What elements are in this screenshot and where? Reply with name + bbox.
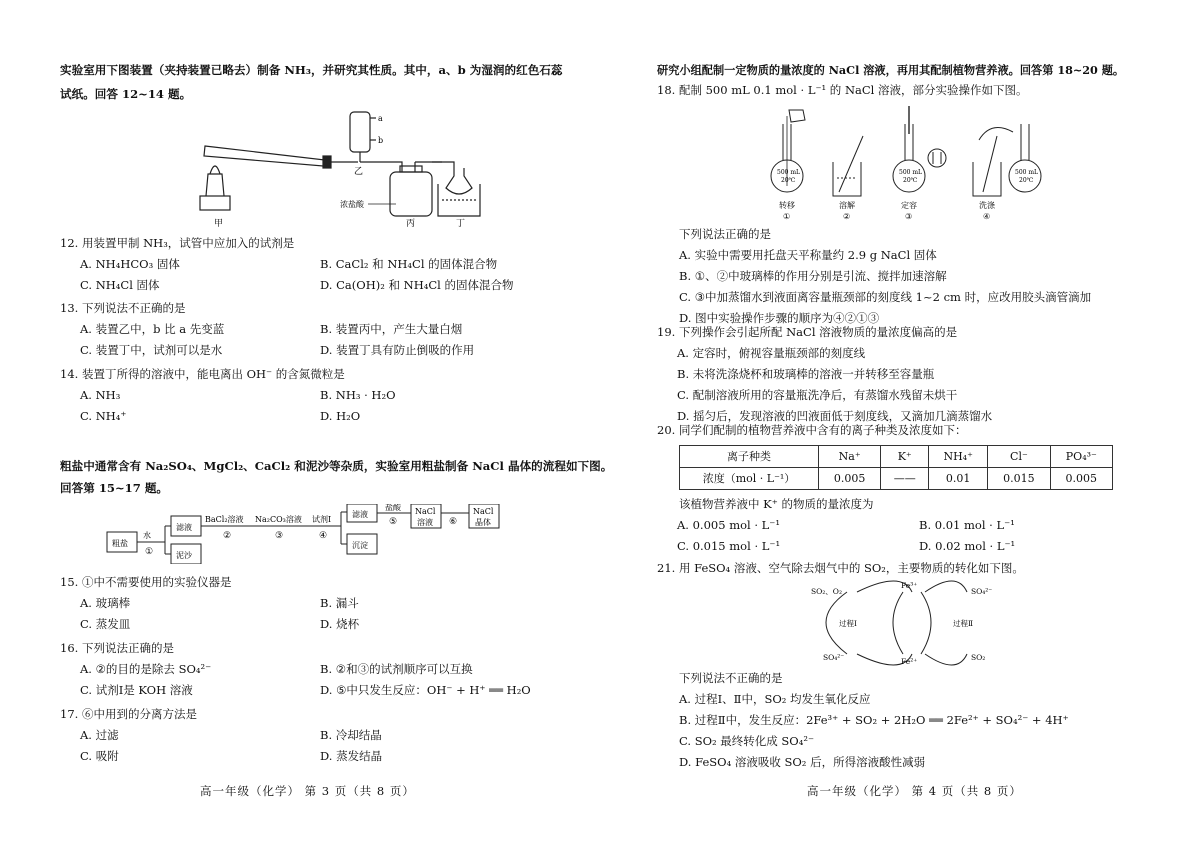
ion-header-cell: 离子种类	[680, 446, 819, 468]
op2-num: ②	[843, 212, 851, 221]
cycle-bm: Fe²⁺	[901, 657, 918, 666]
flow-cuyan: 粗盐	[112, 539, 128, 548]
label-jia: 甲	[214, 219, 224, 229]
q20-option-b[interactable]: B. 0.01 mol · L⁻¹	[919, 518, 1015, 532]
flow-chendian: 沉淀	[352, 541, 368, 550]
q21-option-b[interactable]: B. 过程Ⅱ中，发生反应：2Fe³⁺ + SO₂ + 2H₂O ══ 2Fe²⁺ + SO₄²⁻ + 4H⁺	[679, 713, 1069, 727]
ion-header-cell: NH₄⁺	[929, 446, 988, 468]
right-page	[657, 0, 1157, 843]
ion-table-row	[680, 468, 1113, 490]
q14-stem: 14. 装置丁所得的溶液中，能电离出 OH⁻ 的含氮微粒是	[60, 367, 345, 381]
flow-nisha: 泥沙	[176, 551, 192, 560]
flow-nacl-sol2: 溶液	[417, 518, 433, 527]
flow-step6: ⑥	[449, 517, 458, 527]
q18-option-a[interactable]: A. 实验中需要用托盘天平称量约 2.9 g NaCl 固体	[679, 248, 937, 262]
q17-option-d[interactable]: D. 蒸发结晶	[320, 749, 383, 763]
cycle-process1: 过程Ⅰ	[839, 619, 857, 628]
solution-prep-figure	[767, 106, 1057, 222]
q18-option-b[interactable]: B. ①、②中玻璃棒的作用分别是引流、搅拌加速溶解	[679, 269, 947, 283]
question-21	[657, 558, 1157, 579]
test-tube	[204, 146, 325, 166]
stopper	[323, 156, 331, 168]
flow-yansuan: 盐酸	[385, 504, 401, 512]
flask1-text1: 500 mL	[777, 169, 801, 176]
question-21-options	[679, 668, 1159, 773]
sulfur-cycle-diagram	[807, 580, 1007, 666]
intro-12-14-line1: 实验室用下图装置（夹持装置已略去）制备 NH₃，并研究其性质。其中，a、b 为湿润的红色石蕊	[60, 63, 563, 77]
beaker-4	[973, 162, 1001, 196]
q14-option-a[interactable]: A. NH₃	[80, 388, 121, 402]
flow-water: 水	[143, 531, 151, 540]
q16-stem: 16. 下列说法正确的是	[60, 641, 174, 655]
ion-table-header	[680, 446, 1113, 468]
operations-drawing	[767, 106, 1057, 222]
q18-lead: 下列说法正确的是	[679, 227, 771, 241]
q15-option-b[interactable]: B. 漏斗	[320, 596, 359, 610]
ion-header-cell: PO₄³⁻	[1050, 446, 1112, 468]
flow-bacl2: BaCl₂溶液	[205, 515, 244, 524]
flask-3	[893, 160, 925, 192]
q13-stem: 13. 下列说法不正确的是	[60, 301, 186, 315]
magnifier-view	[928, 149, 946, 167]
yi-tube	[350, 112, 370, 152]
cycle-process2: 过程Ⅱ	[953, 619, 974, 628]
question-19	[657, 322, 1157, 427]
q15-option-d[interactable]: D. 烧杯	[320, 617, 360, 631]
cycle-tl: SO₂、O₂	[811, 587, 842, 596]
cycle-bl: SO₄²⁻	[823, 653, 845, 662]
q16-option-b[interactable]: B. ②和③的试剂顺序可以互换	[320, 662, 473, 676]
flow-reagent: 试剂Ⅰ	[312, 515, 332, 524]
q14-option-b[interactable]: B. NH₃ · H₂O	[320, 388, 396, 402]
q21-option-c[interactable]: C. SO₂ 最终转化成 SO₄²⁻	[679, 734, 815, 748]
intro-15-17-line2: 回答第 15~17 题。	[60, 481, 169, 495]
q20-option-a[interactable]: A. 0.005 mol · L⁻¹	[677, 518, 780, 532]
op4-label: 洗涤	[979, 201, 995, 210]
flow-na2co3: Na₂CO₃溶液	[255, 515, 302, 524]
label-bing: 丙	[406, 219, 416, 229]
arc-mid-left	[893, 592, 903, 654]
left-page-footer: 高一年级（化学） 第 3 页（共 8 页）	[200, 784, 415, 798]
alcohol-lamp	[206, 174, 224, 196]
flask3-text1: 500 mL	[899, 169, 923, 176]
question-14	[60, 364, 560, 427]
question-12	[60, 233, 560, 296]
q21-option-d[interactable]: D. FeSO₄ 溶液吸收 SO₂ 后，所得溶液酸性减弱	[679, 755, 926, 769]
stand-base	[200, 196, 230, 210]
flow-step5: ⑤	[389, 517, 398, 527]
question-20	[657, 420, 1157, 557]
cycle-tr: SO₄²⁻	[971, 587, 993, 596]
q20-stem: 20. 同学们配制的植物营养液中含有的离子种类及浓度如下：	[657, 423, 967, 437]
inverted-funnel	[446, 168, 472, 194]
cycle-br: SO₂	[971, 653, 986, 662]
question-15	[60, 572, 560, 635]
q15-stem: 15. ①中不需要使用的实验仪器是	[60, 575, 232, 589]
op3-label: 定容	[901, 201, 917, 210]
q19-stem: 19. 下列操作会引起所配 NaCl 溶液物质的量浓度偏高的是	[657, 325, 958, 339]
q12-stem: 12. 用装置甲制 NH₃，试管中应加入的试剂是	[60, 236, 295, 250]
question-16	[60, 638, 560, 701]
q17-option-b[interactable]: B. 冷却结晶	[320, 728, 382, 742]
question-18	[679, 224, 1159, 329]
left-page	[60, 0, 613, 843]
q14-option-c[interactable]: C. NH₄⁺	[80, 409, 127, 423]
q20-lead: 该植物营养液中 K⁺ 的物质的量浓度为	[679, 497, 874, 511]
flow-nacl-cry1: NaCl	[473, 507, 494, 516]
flow-step2: ②	[223, 531, 232, 541]
q12-option-d[interactable]: D. Ca(OH)₂ 和 NH₄Cl 的固体混合物	[320, 278, 514, 292]
question-17	[60, 704, 560, 767]
flow-nacl-cry2: 晶体	[475, 518, 491, 527]
q17-option-a[interactable]: A. 过滤	[80, 728, 119, 742]
nh3-apparatus-figure	[190, 108, 490, 230]
q19-option-b[interactable]: B. 未将洗涤烧杯和玻璃棒的溶液一并转移至容量瓶	[677, 367, 935, 381]
flow-lvye: 滤液	[176, 523, 192, 532]
cycle-drawing	[807, 580, 1007, 666]
ion-cell: 0.01	[929, 468, 988, 490]
ion-cell: 浓度（mol · L⁻¹）	[680, 468, 819, 490]
q13-option-a[interactable]: A. 装置乙中，b 比 a 先变蓝	[80, 322, 225, 336]
right-page-footer: 高一年级（化学） 第 4 页（共 8 页）	[807, 784, 1022, 798]
op1-label: 转移	[779, 201, 795, 210]
tube-link-2	[360, 162, 402, 172]
q16-option-c[interactable]: C. 试剂Ⅰ是 KOH 溶液	[80, 683, 193, 697]
flow-lvye2: 滤液	[352, 510, 368, 519]
ion-table	[679, 445, 1113, 490]
label-yi: 乙	[354, 167, 364, 177]
q21-option-a[interactable]: A. 过程Ⅰ、Ⅱ中，SO₂ 均发生氧化反应	[679, 692, 871, 706]
label-a: a	[378, 114, 383, 123]
flow-nacl-sol1: NaCl	[415, 507, 436, 516]
q18-stem: 18. 配制 500 mL 0.1 mol · L⁻¹ 的 NaCl 溶液，部分实验操作如下图。	[657, 83, 1028, 97]
flask4-text1: 500 mL	[1015, 169, 1039, 176]
q17-stem: 17. ⑥中用到的分离方法是	[60, 707, 197, 721]
label-b: b	[378, 136, 384, 145]
flame	[210, 166, 220, 174]
ion-header-cell: K⁺	[881, 446, 929, 468]
arc-bottom-right	[925, 654, 967, 665]
label-acid: 浓盐酸	[340, 200, 364, 209]
q12-option-c[interactable]: C. NH₄Cl 固体	[80, 278, 160, 292]
ion-header-cell: Na⁺	[819, 446, 881, 468]
q16-option-d[interactable]: D. ⑤中只发生反应：OH⁻ + H⁺ ══ H₂O	[320, 683, 531, 697]
ion-cell: 0.005	[819, 468, 881, 490]
op3-num: ③	[905, 212, 913, 221]
glass-rod-2	[839, 136, 863, 192]
intro-18-20: 研究小组配制一定物质的量浓度的 NaCl 溶液，再用其配制植物营养液。回答第 18~20 题。	[657, 63, 1125, 77]
arc-mid-right	[921, 592, 931, 654]
flow-step3: ③	[275, 531, 284, 541]
q19-option-d[interactable]: D. 摇匀后，发现溶液的凹液面低于刻度线，又滴加几滴蒸馏水	[677, 409, 993, 423]
op2-label: 溶解	[839, 201, 855, 210]
q15-option-c[interactable]: C. 蒸发皿	[80, 617, 131, 631]
flow-step4: ④	[319, 531, 328, 541]
q13-option-d[interactable]: D. 装置丁具有防止倒吸的作用	[320, 343, 475, 357]
apparatus-drawing	[190, 108, 490, 230]
q18-option-c[interactable]: C. ③中加蒸馏水到液面离容量瓶颈部的刻度线 1~2 cm 时，应改用胶头滴管滴加	[679, 290, 1092, 304]
q15-option-a[interactable]: A. 玻璃棒	[80, 596, 131, 610]
q20-option-d[interactable]: D. 0.02 mol · L⁻¹	[919, 539, 1016, 553]
intro-12-14-line2: 试纸。回答 12~14 题。	[60, 87, 192, 101]
cycle-tm: Fe³⁺	[901, 581, 918, 590]
ion-cell: ——	[881, 468, 929, 490]
op1-num: ①	[783, 212, 791, 221]
q18-stem-block	[657, 80, 1157, 101]
ion-cell: 0.005	[1050, 468, 1112, 490]
q21-stem: 21. 用 FeSO₄ 溶液、空气除去烟气中的 SO₂，主要物质的转化如下图。	[657, 561, 1024, 575]
op4-num: ④	[983, 212, 991, 221]
flask3-text2: 20℃	[903, 177, 918, 184]
q20-option-c[interactable]: C. 0.015 mol · L⁻¹	[677, 539, 781, 553]
q17-option-c[interactable]: C. 吸附	[80, 749, 119, 763]
question-13	[60, 298, 560, 361]
q12-option-a[interactable]: A. NH₄HCO₃ 固体	[80, 257, 180, 271]
flow-drawing	[105, 504, 515, 564]
q13-option-c[interactable]: C. 装置丁中，试剂可以是水	[80, 343, 223, 357]
q12-option-b[interactable]: B. CaCl₂ 和 NH₄Cl 的固体混合物	[320, 257, 498, 271]
pouring-beaker	[789, 110, 805, 122]
q13-option-b[interactable]: B. 装置丙中，产生大量白烟	[320, 322, 463, 336]
arc-top-right	[925, 581, 967, 592]
q19-option-a[interactable]: A. 定容时，俯视容量瓶颈部的刻度线	[677, 346, 866, 360]
bing-bottle	[390, 172, 432, 216]
ion-cell: 0.015	[988, 468, 1050, 490]
flask4-text2: 20℃	[1019, 177, 1034, 184]
ion-header-cell: Cl⁻	[988, 446, 1050, 468]
q18-option-d[interactable]: D. 图中实验操作步骤的顺序为④②①③	[679, 311, 880, 325]
q19-option-c[interactable]: C. 配制溶液所用的容量瓶洗净后，有蒸馏水残留未烘干	[677, 388, 958, 402]
q14-option-d[interactable]: D. H₂O	[320, 409, 361, 423]
intro-15-17-line1: 粗盐中通常含有 Na₂SO₄、MgCl₂、CaCl₂ 和泥沙等杂质，实验室用粗盐制备 NaCl 晶体的流程如下图。	[60, 459, 613, 473]
flask-4	[1009, 160, 1041, 192]
label-ding: 丁	[456, 219, 466, 229]
q16-option-a[interactable]: A. ②的目的是除去 SO₄²⁻	[80, 662, 212, 676]
beaker-2	[833, 162, 861, 196]
flask1-text2: 20℃	[781, 177, 796, 184]
glass-rod-4	[983, 136, 997, 192]
flow-step1: ①	[145, 547, 154, 557]
salt-flow-chart	[105, 504, 515, 564]
q21-lead: 下列说法不正确的是	[679, 671, 783, 685]
